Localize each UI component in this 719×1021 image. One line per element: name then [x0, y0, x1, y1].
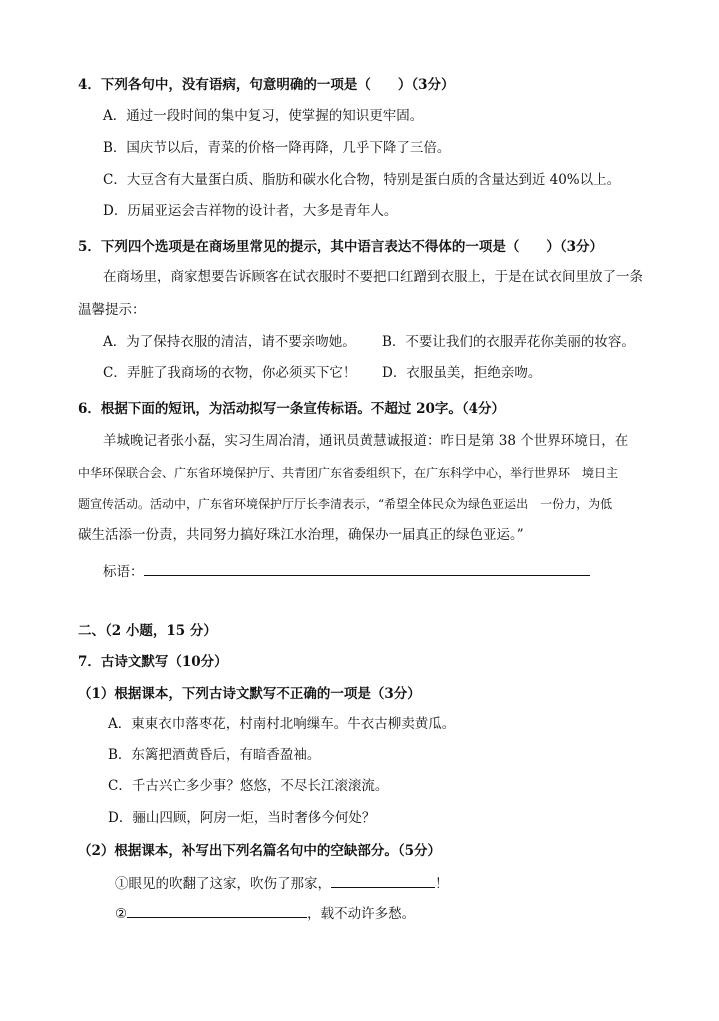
q7-sub2-item1-blank[interactable]	[331, 873, 435, 888]
q4-option-d: D．历届亚运会吉祥物的设计者，大多是青年人。	[103, 203, 398, 219]
q7-sub2-title: （2）根据课本，补写出下列名篇名句中的空缺部分。（5分）	[78, 843, 442, 859]
q6-passage-line2: 中华环保联合会、广东省环境保护厅、共青团广东省委组织下，在广东科学中心，举行世界环 境日主	[78, 466, 619, 480]
q6-passage-line4: 碳生活添一份责，共同努力搞好珠江水治理，确保办一届真正的绿色亚运。”	[78, 527, 524, 543]
q6-answer-label: 标语：	[103, 564, 144, 580]
q5-option-a: A．为了保持衣服的清洁，请不要亲吻她。	[103, 334, 356, 350]
q6-title: 6．根据下面的短讯，为活动拟写一条宣传标语。不超过 20字。（4分）	[78, 401, 506, 417]
q7-sub1-option-b: B．东篱把酒黄昏后，有暗香盈袖。	[108, 747, 321, 763]
q4-option-b: B．国庆节以后，青菜的价格一降再降，几乎下降了三倍。	[103, 140, 451, 156]
q4-title: 4．下列各句中，没有语病，句意明确的一项是（ ）（3分）	[78, 77, 455, 93]
q6-answer-row	[103, 561, 590, 581]
q4-option-c: C．大豆含有大量蛋白质、脂肪和碳水化合物，特别是蛋白质的含量达到近 40%以上。	[103, 172, 621, 188]
q7-sub2-item2-blank[interactable]	[127, 903, 307, 918]
q7-sub1-option-c: C．千古兴亡多少事？悠悠，不尽长江滚滚流。	[108, 778, 389, 794]
q5-option-c: C．弄脏了我商场的衣物，你必须买下它！	[103, 365, 357, 381]
q5-option-d: D．衣服虽美，拒绝亲吻。	[382, 365, 542, 381]
q7-sub2-item1-text: ①眼见的吹翻了这家，吹伤了那家，	[115, 876, 331, 892]
q7-sub2-item2-text: ，载不动许多愁。	[307, 906, 416, 922]
q7-sub2-item2	[115, 903, 415, 923]
q5-title: 5．下列四个选项是在商场里常见的提示，其中语言表达不得体的一项是（ ）（3分）	[78, 239, 604, 255]
q5-option-b: B．不要让我们的衣服弄花你美丽的妆容。	[382, 334, 635, 350]
q5-passage-line2: 温馨提示：	[78, 302, 146, 318]
q7-sub1-title: （1）根据课本，下列古诗文默写不正确的一项是（3分）	[78, 686, 421, 702]
q7-sub2-item1-end: ！	[435, 876, 449, 892]
q6-passage-line3: 题宣传活动。活动中，广东省环境保护厅厅长李清表示，“希望全体民众为绿色亚运出 一份力，为低	[78, 497, 613, 511]
q4-option-a: A．通过一段时间的集中复习，使掌握的知识更牢固。	[103, 108, 424, 124]
q7-sub2-item2-start: ②	[115, 906, 128, 922]
section2-title: 二、（2 小题，15 分）	[78, 623, 217, 639]
q6-answer-blank[interactable]	[144, 561, 590, 576]
q6-passage-line1: 羊城晚记者张小磊，实习生周冶清，通讯员黄慧诚报道：昨日是第 38 个世界环境日，在	[103, 433, 629, 449]
q7-sub1-option-a: A．東東衣巾落枣花，村南村北响缫车。牛衣古柳卖黄瓜。	[108, 716, 456, 732]
q7-title: 7．古诗文默写（10分）	[78, 654, 228, 670]
q7-sub1-option-d: D．骊山四顾，阿房一炬，当时奢侈今何处？	[108, 810, 376, 826]
q5-passage-line1: 在商场里，商家想要告诉顾客在试衣服时不要把口红蹭到衣服上，于是在试衣间里放了一条	[103, 269, 643, 285]
q7-sub2-item1	[115, 873, 449, 893]
